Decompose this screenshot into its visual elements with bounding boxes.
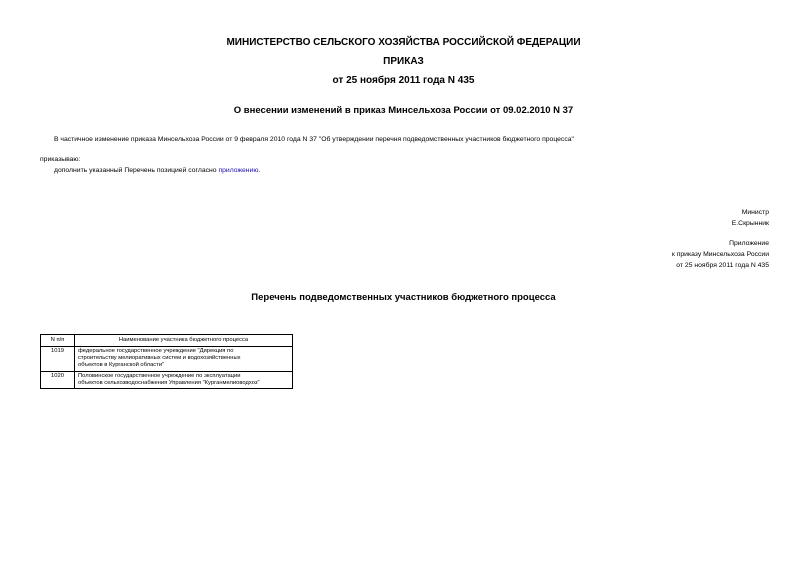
row-name-line: строительству мелиоративных систем и водохозяйственных [78, 355, 241, 362]
row-number: 1019 [41, 347, 75, 372]
row-name-line: объектов сельхозводоснабжения Управления "Курганмелиоводхоз" [78, 379, 260, 386]
appendix-label: Приложение [729, 240, 769, 247]
intro-paragraph: В частичное изменение приказа Минсельхоза России от 9 февраля 2010 года N 37 "Об утверждении перечня подведомственных участников бюджетного процесса" [54, 136, 574, 143]
row-name [75, 371, 293, 388]
document-type: ПРИКАЗ [383, 56, 424, 67]
instruction-prefix: дополнить указанный Перечень позицией согласно [54, 167, 219, 174]
row-name [75, 347, 293, 372]
signature-name: Е.Скрынник [731, 220, 769, 227]
instruction-suffix: . [258, 167, 261, 174]
column-header-number: N п/п [41, 335, 75, 347]
column-header-name: Наименование участника бюджетного процесса [75, 335, 293, 347]
row-name-line: Половинское государственное учреждение по эксплуатации [78, 372, 241, 379]
instruction-paragraph [54, 168, 260, 175]
table-row [41, 371, 293, 388]
signature-position: Министр [741, 209, 769, 216]
document-date-number: от 25 ноября 2011 года N 435 [332, 75, 475, 86]
document-subject: О внесении изменений в приказ Минсельхоза России от 09.02.2010 N 37 [233, 105, 574, 116]
appendix-block [672, 238, 769, 271]
participants-table [40, 334, 293, 389]
appendix-link[interactable]: приложению [218, 167, 259, 174]
appendix-line-1: к приказу Минсельхоза России [671, 251, 769, 258]
row-name-line: объектов в Курганской области" [78, 362, 165, 369]
signature-block [732, 207, 769, 229]
table-header-row [41, 335, 293, 347]
order-word: приказываю: [40, 156, 81, 163]
list-title: Перечень подведомственных участников бюджетного процесса [251, 292, 556, 303]
appendix-line-2: от 25 ноября 2011 года N 435 [676, 262, 769, 269]
ministry-title: МИНИСТЕРСТВО СЕЛЬСКОГО ХОЗЯЙСТВА РОССИЙСКОЙ ФЕДЕРАЦИИ [226, 37, 581, 48]
table-row [41, 347, 293, 372]
row-number: 1020 [41, 371, 75, 388]
row-name-line: федеральное государственное учреждение "Дирекция по [78, 348, 234, 354]
